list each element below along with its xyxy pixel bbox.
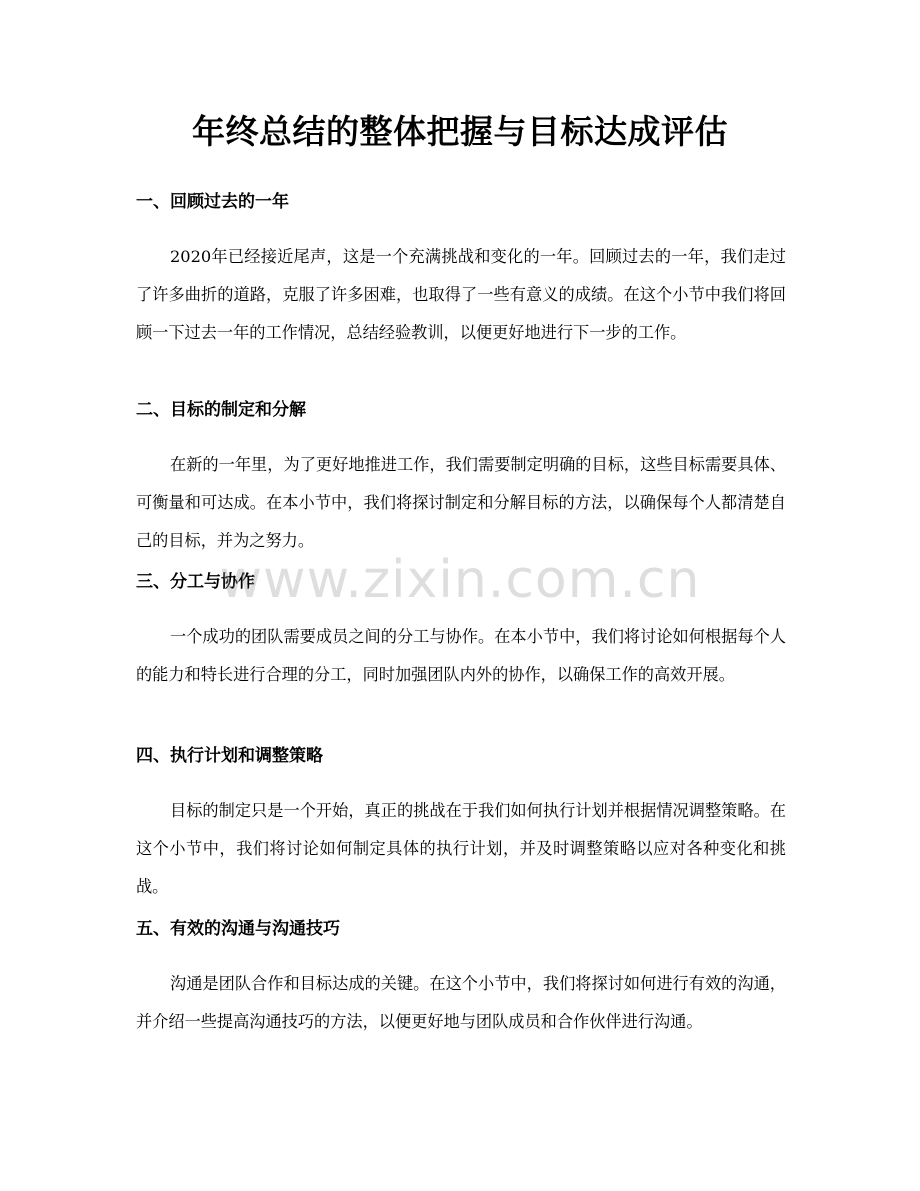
- section-paragraph: 一个成功的团队需要成员之间的分工与协作。在本小节中，我们将讨论如何根据每个人的能力和特长进行合理的分工，同时加强团队内外的协作，以确保工作的高效开展。: [136, 627, 786, 684]
- section-paragraph: 在新的一年里，为了更好地推进工作，我们需要制定明确的目标，这些目标需要具体、可衡量和可达成。在本小节中，我们将探讨制定和分解目标的方法，以确保每个人都清楚自己的目标，并为之努力。: [136, 455, 786, 550]
- section-execution-strategy: [136, 744, 786, 906]
- section-heading: 一、回顾过去的一年: [136, 192, 289, 212]
- section-paragraph: 目标的制定只是一个开始，真正的挑战在于我们如何执行计划并根据情况调整策略。在这个小节中，我们将讨论如何制定具体的执行计划，并及时调整策略以应对各种变化和挑战。: [136, 801, 786, 896]
- section-division-collaboration: [136, 570, 786, 694]
- watermark: www.zixin.com.cn: [219, 550, 701, 610]
- section-review-past-year: [136, 190, 786, 352]
- section-paragraph: 沟通是团队合作和目标达成的关键。在这个小节中，我们将探讨如何进行有效的沟通，并介绍一些提高沟通技巧的方法，以便更好地与团队成员和合作伙伴进行沟通。: [136, 974, 786, 1031]
- section-goal-setting: [136, 398, 786, 560]
- section-heading: 三、分工与协作: [136, 572, 255, 592]
- section-paragraph: 2020年已经接近尾声，这是一个充满挑战和变化的一年。回顾过去的一年，我们走过了许多曲折的道路，克服了许多困难，也取得了一些有意义的成绩。在这个小节中我们将回顾一下过去一年的工作情况，总结经验教训，以便更好地进行下一步的工作。: [136, 247, 786, 342]
- section-heading: 四、执行计划和调整策略: [136, 746, 323, 766]
- section-communication: [136, 917, 786, 1041]
- section-heading: 二、目标的制定和分解: [136, 400, 306, 420]
- section-heading: 五、有效的沟通与沟通技巧: [136, 919, 340, 939]
- document-title: 年终总结的整体把握与目标达成评估: [192, 112, 728, 151]
